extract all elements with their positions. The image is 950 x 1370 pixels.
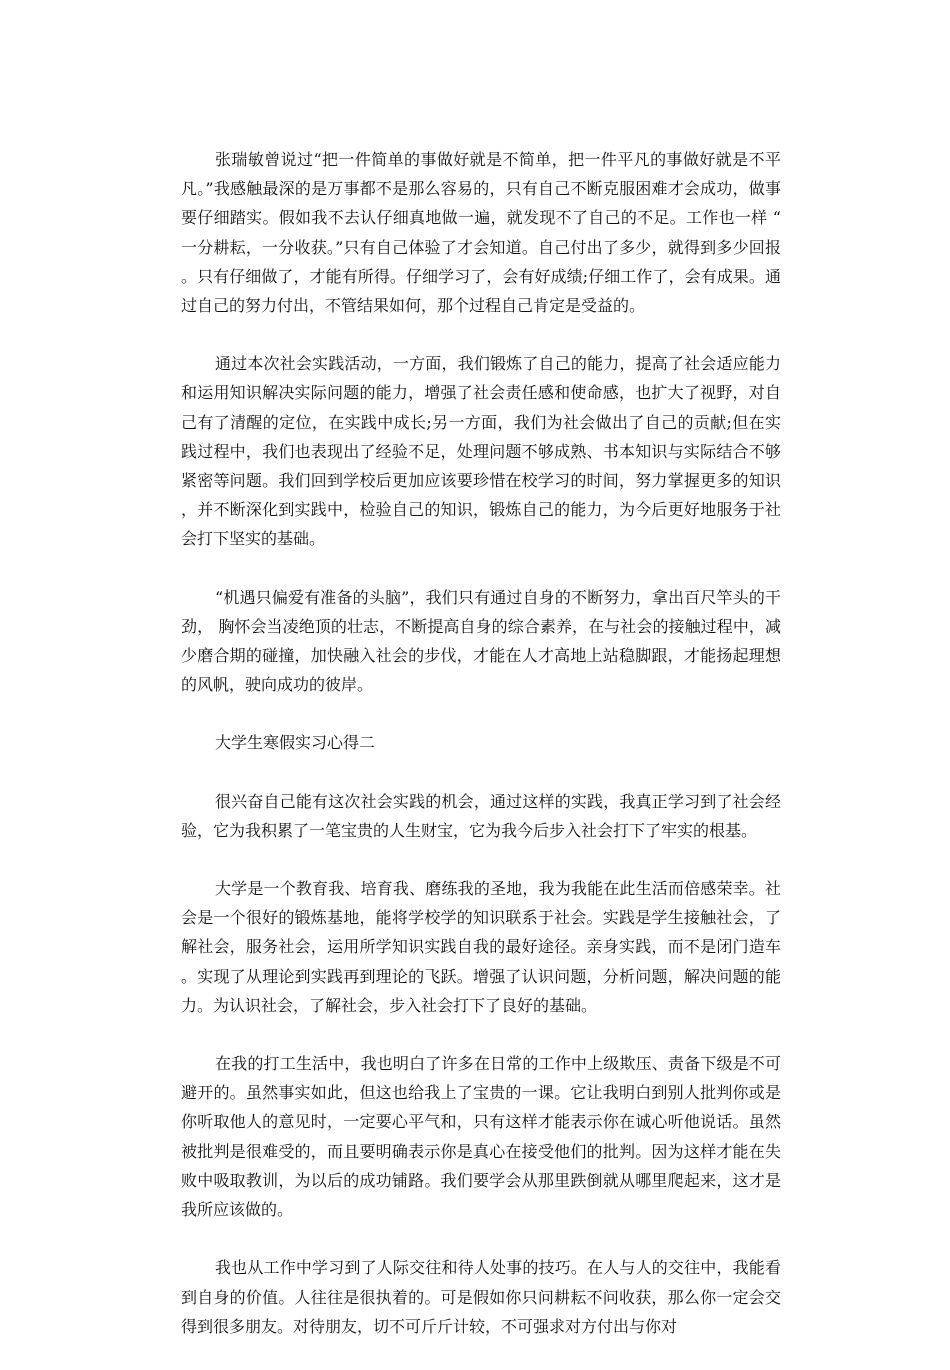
paragraph: 大学是一个教育我、培育我、磨练我的圣地，我为我能在此生活而倍感荣幸。社会是一个很好的锻炼基地，能将学校学的知识联系于社会。实践是学生接触社会，了解社会，服务社会，运用所学知识实践自我的最好途径。亲身实践，而不是闭门造车。实现了从理论到实践再到理论的飞跃。增强了认识问题，分析问题，解决问题的能力。为认识社会，了解社会，步入社会打下了良好的基础。	[181, 879, 781, 1015]
paragraph: 我也从工作中学习到了人际交往和待人处事的技巧。在人与人的交往中，我能看到自身的价值。人往往是很执着的。可是假如你只问耕耘不问收获，那么你一定会交得到很多朋友。对待朋友，切不可斤斤计较，不可强求对方付出与你对	[181, 1258, 781, 1336]
paragraph: “机遇只偏爱有准备的头脑”，我们只有通过自身的不断努力，拿出百尺竿头的干劲， 胸怀会当凌绝顶的壮志，不断提高自身的综合素养，在与社会的接触过程中，减少磨合期的碰撞，加快融入社会的步伐，才能在人才高地上站稳脚跟，才能扬起理想的风帆，驶向成功的彼岸。	[181, 587, 781, 695]
document-page	[181, 145, 781, 1370]
paragraph: 在我的打工生活中，我也明白了许多在日常的工作中上级欺压、责备下级是不可避开的。虽然事实如此，但这也给我上了宝贵的一课。它让我明白到别人批判你或是你听取他人的意见时，一定要心平气和，只有这样才能表示你在诚心听他说话。虽然被批判是很难受的，而且要明确表示你是真心在接受他们的批判。因为这样才能在失败中吸取教训，为以后的成功铺路。我们要学会从那里跌倒就从哪里爬起来，这才是我所应该做的。	[181, 1054, 781, 1220]
paragraph: 很兴奋自己能有这次社会实践的机会，通过这样的实践，我真正学习到了社会经验，它为我积累了一笔宝贵的人生财宝，它为我今后步入社会打下了牢实的根基。	[181, 791, 781, 840]
paragraph: 张瑞敏曾说过“把一件简单的事做好就是不简单，把一件平凡的事做好就是不平凡。”我感触最深的是万事都不是那么容易的，只有自己不断克服困难才会成功，做事要仔细踏实。假如我不去认仔细真地做一遍，就发现不了自己的不足。工作也一样 “一分耕耘，一分收获。”只有自己体验了才会知道。自己付出了多少，就得到多少回报。只有仔细做了，才能有所得。仔细学习了，会有好成绩;仔细工作了，会有成果。通过自己的努力付出，不管结果如何，那个过程自己肯定是受益的。	[181, 150, 781, 316]
paragraph: 通过本次社会实践活动，一方面，我们锻炼了自己的能力，提高了社会适应能力和运用知识解决实际问题的能力，增强了社会责任感和使命感，也扩大了视野，对自己有了清醒的定位，在实践中成长;另一方面，我们为社会做出了自己的贡献;但在实践过程中，我们也表现出了经验不足，处理问题不够成熟、书本知识与实际结合不够紧密等问题。我们回到学校后更加应该要珍惜在校学习的时间，努力掌握更多的知识，并不断深化到实践中，检验自己的知识，锻炼自己的能力，为今后更好地服务于社会打下坚实的基础。	[181, 354, 781, 549]
section-title: 大学生寒假实习心得二	[215, 733, 376, 753]
